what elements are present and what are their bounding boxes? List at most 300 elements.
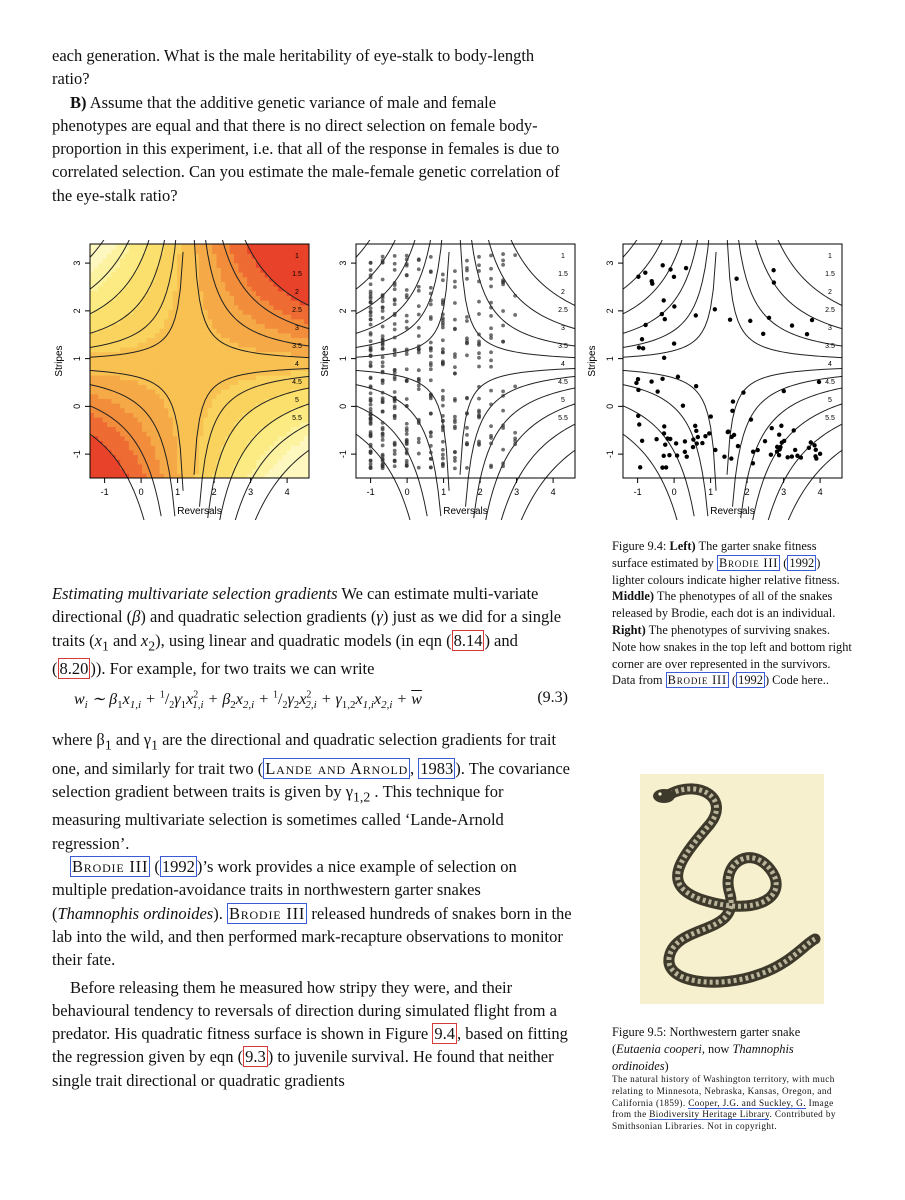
data-point	[393, 302, 397, 306]
y-tick-label: 0	[338, 403, 348, 409]
garter-snake-illustration	[640, 774, 824, 1004]
y-tick-label: 2	[72, 308, 82, 314]
data-point	[477, 343, 481, 347]
data-point	[429, 392, 433, 396]
data-point	[465, 412, 469, 416]
data-point	[795, 454, 799, 458]
data-point	[793, 448, 797, 452]
data-point	[393, 377, 397, 381]
contour-label: 1.5	[558, 271, 568, 278]
data-point	[393, 443, 397, 447]
data-point	[369, 323, 373, 327]
data-point	[769, 453, 773, 457]
data-point	[393, 349, 397, 353]
data-point	[393, 400, 397, 404]
data-point	[441, 419, 445, 423]
x-tick-label: 0	[138, 487, 144, 497]
data-point	[453, 425, 457, 429]
data-point	[683, 439, 687, 443]
data-point	[453, 269, 457, 273]
data-point	[369, 276, 373, 280]
data-point	[477, 255, 481, 259]
data-point	[660, 377, 664, 381]
data-point	[761, 332, 765, 336]
data-point	[405, 288, 409, 292]
data-point	[369, 333, 373, 337]
x-tick-label: 4	[817, 487, 823, 497]
data-point	[465, 466, 469, 470]
data-point	[668, 437, 672, 441]
data-point	[691, 437, 695, 441]
citation-link[interactable]: Lande and Arnold	[265, 758, 409, 778]
data-point	[369, 386, 373, 390]
x-tick-label: 2	[477, 487, 483, 497]
data-point	[441, 278, 445, 282]
data-point	[393, 287, 397, 291]
credit-library-link[interactable]: Biodiversity Heritage Library	[649, 1109, 770, 1120]
section-text-1	[52, 582, 572, 680]
x-tick-label: 1	[708, 487, 714, 497]
contour-line	[520, 450, 575, 520]
data-point	[369, 306, 373, 310]
data-point	[477, 300, 481, 304]
data-point	[477, 263, 481, 267]
data-point	[489, 359, 493, 363]
data-point	[369, 361, 373, 365]
data-point	[381, 381, 385, 385]
equation-number: (9.3)	[537, 689, 568, 706]
data-point	[381, 342, 385, 346]
contour-label: 1.5	[292, 271, 302, 278]
data-point	[405, 397, 409, 401]
paragraph-4: where $\beta_1$ and $\gamma_1$ are the directional and quadratic selection gradients for trait one, and similarly for trait two ( Lande and Arnold , 1983 ). The covariance selection gradient between traits is given by $\gamma_{1,2}$ . This technique for measuring multivariate selection is sometimes called ‘Lande-Arnold regression’.	[52, 730, 570, 853]
data-point	[417, 258, 421, 262]
data-point	[441, 312, 445, 316]
citation-link[interactable]: Brodie III	[72, 857, 149, 877]
citation-link[interactable]: Brodie III	[718, 555, 779, 570]
data-point	[369, 465, 373, 469]
data-point	[369, 268, 373, 272]
axes	[320, 244, 575, 517]
data-point	[683, 450, 687, 454]
data-point	[441, 457, 445, 461]
data-point	[477, 365, 481, 369]
data-point	[405, 378, 409, 382]
contour-line	[356, 240, 424, 314]
data-point	[405, 404, 409, 408]
data-point	[381, 364, 385, 368]
data-point	[453, 467, 457, 471]
contour-label: 1	[561, 253, 565, 260]
data-point	[417, 334, 421, 338]
data-point	[453, 280, 457, 284]
data-point	[441, 398, 445, 402]
data-point	[465, 426, 469, 430]
data-point	[393, 449, 397, 453]
data-point	[465, 315, 469, 319]
data-point	[405, 439, 409, 443]
data-point	[381, 306, 385, 310]
data-point	[369, 407, 373, 411]
x-axis-label: Reversals	[443, 506, 488, 517]
data-point	[369, 314, 373, 318]
equation-ref-link[interactable]: 8.14	[453, 630, 483, 650]
contour-line	[741, 388, 842, 518]
data-point	[453, 301, 457, 305]
citation-year-link[interactable]: 1992	[161, 857, 195, 877]
y-tick-label: 1	[605, 356, 615, 362]
data-point	[643, 323, 647, 327]
data-point	[453, 365, 457, 369]
data-point	[429, 451, 433, 455]
x-axis-label: Reversals	[710, 506, 755, 517]
data-point	[417, 466, 421, 470]
data-point	[405, 326, 409, 330]
data-point	[381, 255, 385, 259]
data-point	[513, 442, 517, 446]
data-point	[369, 376, 373, 380]
data-point	[637, 422, 641, 426]
x-tick-label: 1	[441, 487, 447, 497]
data-point	[501, 390, 505, 394]
contour-line	[768, 424, 842, 520]
data-point	[700, 441, 704, 445]
data-point	[636, 414, 640, 418]
data-point	[441, 453, 445, 457]
figure-9-5-caption	[612, 1024, 852, 1132]
contour-label: 2	[828, 289, 832, 296]
contour-line	[623, 434, 678, 520]
data-point	[393, 336, 397, 340]
contour-label: 1	[295, 253, 299, 260]
data-point	[477, 339, 481, 343]
data-point	[405, 422, 409, 426]
data-point	[405, 293, 409, 297]
x-tick-label: 2	[744, 487, 750, 497]
y-tick-label: 3	[605, 260, 615, 266]
data-point	[429, 434, 433, 438]
data-point	[777, 447, 781, 451]
data-point	[771, 268, 775, 272]
citation-year-link[interactable]: 1992	[738, 673, 763, 688]
data-point	[393, 281, 397, 285]
data-point	[429, 347, 433, 351]
y-axis-label: Stripes	[320, 345, 331, 377]
data-point	[369, 445, 373, 449]
data-point	[441, 404, 445, 408]
data-point	[777, 432, 781, 436]
data-point	[381, 278, 385, 282]
contour-label: 2	[561, 289, 565, 296]
equation-ref-link[interactable]: 9.3	[245, 1047, 266, 1067]
data-point	[465, 319, 469, 323]
data-point	[369, 364, 373, 368]
data-point	[429, 298, 433, 302]
data-point	[696, 435, 700, 439]
data-point	[489, 424, 493, 428]
citation-year-link[interactable]: 1983	[420, 758, 454, 778]
data-point	[369, 261, 373, 265]
citation-year-link[interactable]: 1992	[789, 555, 815, 570]
data-point	[405, 264, 409, 268]
data-point	[381, 428, 385, 432]
data-point	[707, 431, 711, 435]
data-point	[393, 328, 397, 332]
data-point	[654, 437, 658, 441]
contour-label: 1	[828, 253, 832, 260]
data-point	[465, 433, 469, 437]
data-point	[489, 441, 493, 445]
data-point	[694, 429, 698, 433]
x-tick-label: 3	[248, 487, 254, 497]
x-tick-label: -1	[366, 487, 375, 497]
data-point	[477, 397, 481, 401]
points	[634, 263, 822, 470]
data-point	[477, 416, 481, 420]
data-point	[695, 441, 699, 445]
data-point	[767, 316, 771, 320]
citation-link[interactable]: Brodie III	[228, 903, 306, 923]
data-point	[489, 402, 493, 406]
data-point	[818, 452, 822, 456]
data-point	[662, 356, 666, 360]
data-point	[465, 259, 469, 263]
data-point	[369, 413, 373, 417]
data-point	[441, 273, 445, 277]
data-point	[453, 352, 457, 356]
data-point	[429, 363, 433, 367]
data-point	[681, 403, 685, 407]
contour-label: 1.5	[825, 271, 835, 278]
data-point	[417, 452, 421, 456]
data-point	[453, 415, 457, 419]
data-point	[405, 274, 409, 278]
data-point	[369, 300, 373, 304]
contour-label: 5.5	[292, 415, 302, 422]
data-point	[405, 459, 409, 463]
paragraph-3: Estimating multivariate selection gradients We can estimate multi-variate directional (β) and quadratic selection gradients (γ) just as we did for a single traits ($x_1$ and $x_2$), using linear and quadratic models (in eqn ( 8.14 ) and ( 8.20 )). For example, for two traits we can write	[52, 584, 562, 679]
data-point	[429, 396, 433, 400]
data-point	[393, 353, 397, 357]
figure-9-4-caption: Figure 9.4: Left) The garter snake fitness surface estimated by Brodie III ( 1992 ) lighter colours indicate higher relative fitness. Middle) The phenotypes of all of the snakes released by Brodie, each dot is an individual. Right) The phenotypes of surviving snakes. Note how snakes in the top left and bottom right corner are over represented in the survivors. Data from Brodie III ( 1992 ) Code here..	[612, 539, 852, 688]
x-axis-label: Reversals	[177, 506, 222, 517]
data-point	[381, 355, 385, 359]
data-point	[429, 354, 433, 358]
data-point	[684, 266, 688, 270]
data-point	[417, 267, 421, 271]
data-point	[741, 390, 745, 394]
data-point	[643, 270, 647, 274]
data-point	[441, 351, 445, 355]
citation-link[interactable]: Brodie III	[667, 673, 727, 688]
contour-line	[735, 240, 842, 346]
contour-label: 4	[295, 361, 299, 368]
data-point	[770, 426, 774, 430]
data-point	[675, 453, 679, 457]
data-point	[636, 275, 640, 279]
data-point	[668, 267, 672, 271]
x-tick-label: 3	[781, 487, 787, 497]
contour-line	[356, 406, 427, 516]
data-point	[736, 444, 740, 448]
data-point	[369, 403, 373, 407]
data-point	[441, 338, 445, 342]
data-point	[393, 452, 397, 456]
credit-author-link[interactable]: Cooper, J.G. and Suckley, G.	[688, 1097, 806, 1108]
figure-9-5-title: Figure 9.5: Northwestern garter snake (Eutaenia cooperi, now Thamnophis ordinoides)	[612, 1025, 801, 1073]
data-point	[393, 459, 397, 463]
data-point	[429, 315, 433, 319]
data-point	[441, 440, 445, 444]
data-point	[429, 255, 433, 259]
data-point	[790, 454, 794, 458]
data-point	[634, 381, 638, 385]
data-point	[780, 440, 784, 444]
data-point	[381, 371, 385, 375]
data-point	[441, 316, 445, 320]
data-point	[731, 399, 735, 403]
data-point	[477, 440, 481, 444]
data-point	[638, 465, 642, 469]
data-point	[417, 437, 421, 441]
x-tick-label: -1	[633, 487, 642, 497]
data-point	[703, 434, 707, 438]
equation-body: $w_i$ ∼ $\beta_1x_{1,i} + ^1/_2\gamma_1x^2_{1,i} + \beta_2x_{2,i} + ^1/_2\gamma_2x^2_{2,i} + \gamma_{1,2}x_{1,i}x_{2,i} + \overline{w}$	[74, 689, 422, 712]
data-point	[405, 352, 409, 356]
data-point	[489, 365, 493, 369]
data-point	[417, 368, 421, 372]
x-tick-label: -1	[100, 487, 109, 497]
data-point	[381, 434, 385, 438]
figure-ref-link[interactable]: 9.4	[434, 1024, 455, 1044]
data-point	[381, 458, 385, 462]
contour-line	[474, 388, 575, 518]
data-point	[730, 409, 734, 413]
contour-line	[727, 240, 842, 358]
data-point	[501, 281, 505, 285]
data-point	[779, 424, 783, 428]
data-point	[817, 380, 821, 384]
data-point	[694, 313, 698, 317]
data-point	[641, 346, 645, 350]
data-point	[636, 388, 640, 392]
data-point	[489, 465, 493, 469]
contour-label: 5.5	[558, 415, 568, 422]
contour-line	[356, 240, 392, 257]
data-point	[369, 345, 373, 349]
data-point	[663, 317, 667, 321]
data-point	[489, 277, 493, 281]
contour-label: 3.5	[825, 343, 835, 350]
contour-line	[623, 406, 694, 516]
contour-line	[623, 240, 711, 347]
data-point	[429, 457, 433, 461]
paragraph-2: B) Assume that the additive genetic variance of male and female phenotypes are equal and that there is no direct selection on female body-proportion in this experiment, i.e. that all of the response in females is due to correlated selection. Can you estimate the male-female genetic correlation of the eye-stalk ratio?	[52, 92, 560, 205]
equation-ref-link[interactable]: 8.20	[59, 659, 89, 679]
data-point	[429, 292, 433, 296]
data-point	[429, 378, 433, 382]
x-tick-label: 4	[550, 487, 556, 497]
contour-label: 4.5	[292, 379, 302, 386]
data-point	[726, 429, 730, 433]
data-point	[782, 389, 786, 393]
data-point	[393, 312, 397, 316]
data-point	[691, 445, 695, 449]
paragraph-5: Brodie III ( 1992 )’s work provides a nice example of selection on multiple predation-avoidance traits in northwestern garter snakes (Thamnophis ordinoides). Brodie III released hundreds of snakes born in the lab into the wild, and then performed mark-recapture observations to monitor their fate.	[52, 857, 572, 970]
data-point	[453, 420, 457, 424]
data-point	[672, 275, 676, 279]
x-tick-label: 0	[404, 487, 410, 497]
data-point	[501, 252, 505, 256]
contour-label: 3.5	[558, 343, 568, 350]
equation-9-3	[52, 689, 572, 715]
data-point	[809, 440, 813, 444]
data-point	[381, 421, 385, 425]
paragraph-6: Before releasing them he measured how stripy they were, and their behavioural tendency to reversals of direction during simulated flight from a predator. His quadratic fitness surface is shown in Figure 9.4 , based on fitting the regression given by eqn ( 9.3 ) to juvenile survival. He found that neither single trait directional or quadratic gradients	[52, 977, 568, 1090]
data-point	[477, 280, 481, 284]
data-point	[393, 262, 397, 266]
data-point	[649, 379, 653, 383]
data-point	[381, 309, 385, 313]
data-point	[672, 341, 676, 345]
y-tick-label: 3	[338, 260, 348, 266]
data-point	[417, 384, 421, 388]
data-point	[640, 337, 644, 341]
data-point	[393, 298, 397, 302]
data-point	[453, 399, 457, 403]
data-point	[477, 356, 481, 360]
data-point	[381, 299, 385, 303]
data-point	[405, 367, 409, 371]
data-point	[429, 269, 433, 273]
data-point	[393, 368, 397, 372]
data-point	[501, 309, 505, 313]
data-point	[729, 435, 733, 439]
data-point	[805, 332, 809, 336]
data-point	[812, 443, 816, 447]
data-point	[393, 322, 397, 326]
data-point	[501, 258, 505, 262]
data-point	[381, 409, 385, 413]
data-point	[441, 326, 445, 330]
data-point	[751, 449, 755, 453]
data-point	[429, 444, 433, 448]
intro-text	[52, 44, 572, 207]
data-point	[369, 391, 373, 395]
contour-line	[623, 240, 659, 257]
data-point	[722, 454, 726, 458]
data-point	[441, 464, 445, 468]
x-tick-label: 3	[514, 487, 520, 497]
contour-label: 5	[295, 397, 299, 404]
contour-label: 2	[295, 289, 299, 296]
data-point	[441, 298, 445, 302]
data-point	[465, 277, 469, 281]
data-point	[393, 390, 397, 394]
data-point	[405, 320, 409, 324]
data-point	[637, 345, 641, 349]
data-point	[501, 394, 505, 398]
data-point	[381, 398, 385, 402]
contour-line	[501, 424, 575, 520]
data-point	[489, 306, 493, 310]
data-point	[441, 448, 445, 452]
contour-label: 2.5	[558, 307, 568, 314]
section-text-2	[52, 728, 572, 1092]
contour-label: 4.5	[558, 379, 568, 386]
data-point	[813, 454, 817, 458]
data-point	[477, 409, 481, 413]
